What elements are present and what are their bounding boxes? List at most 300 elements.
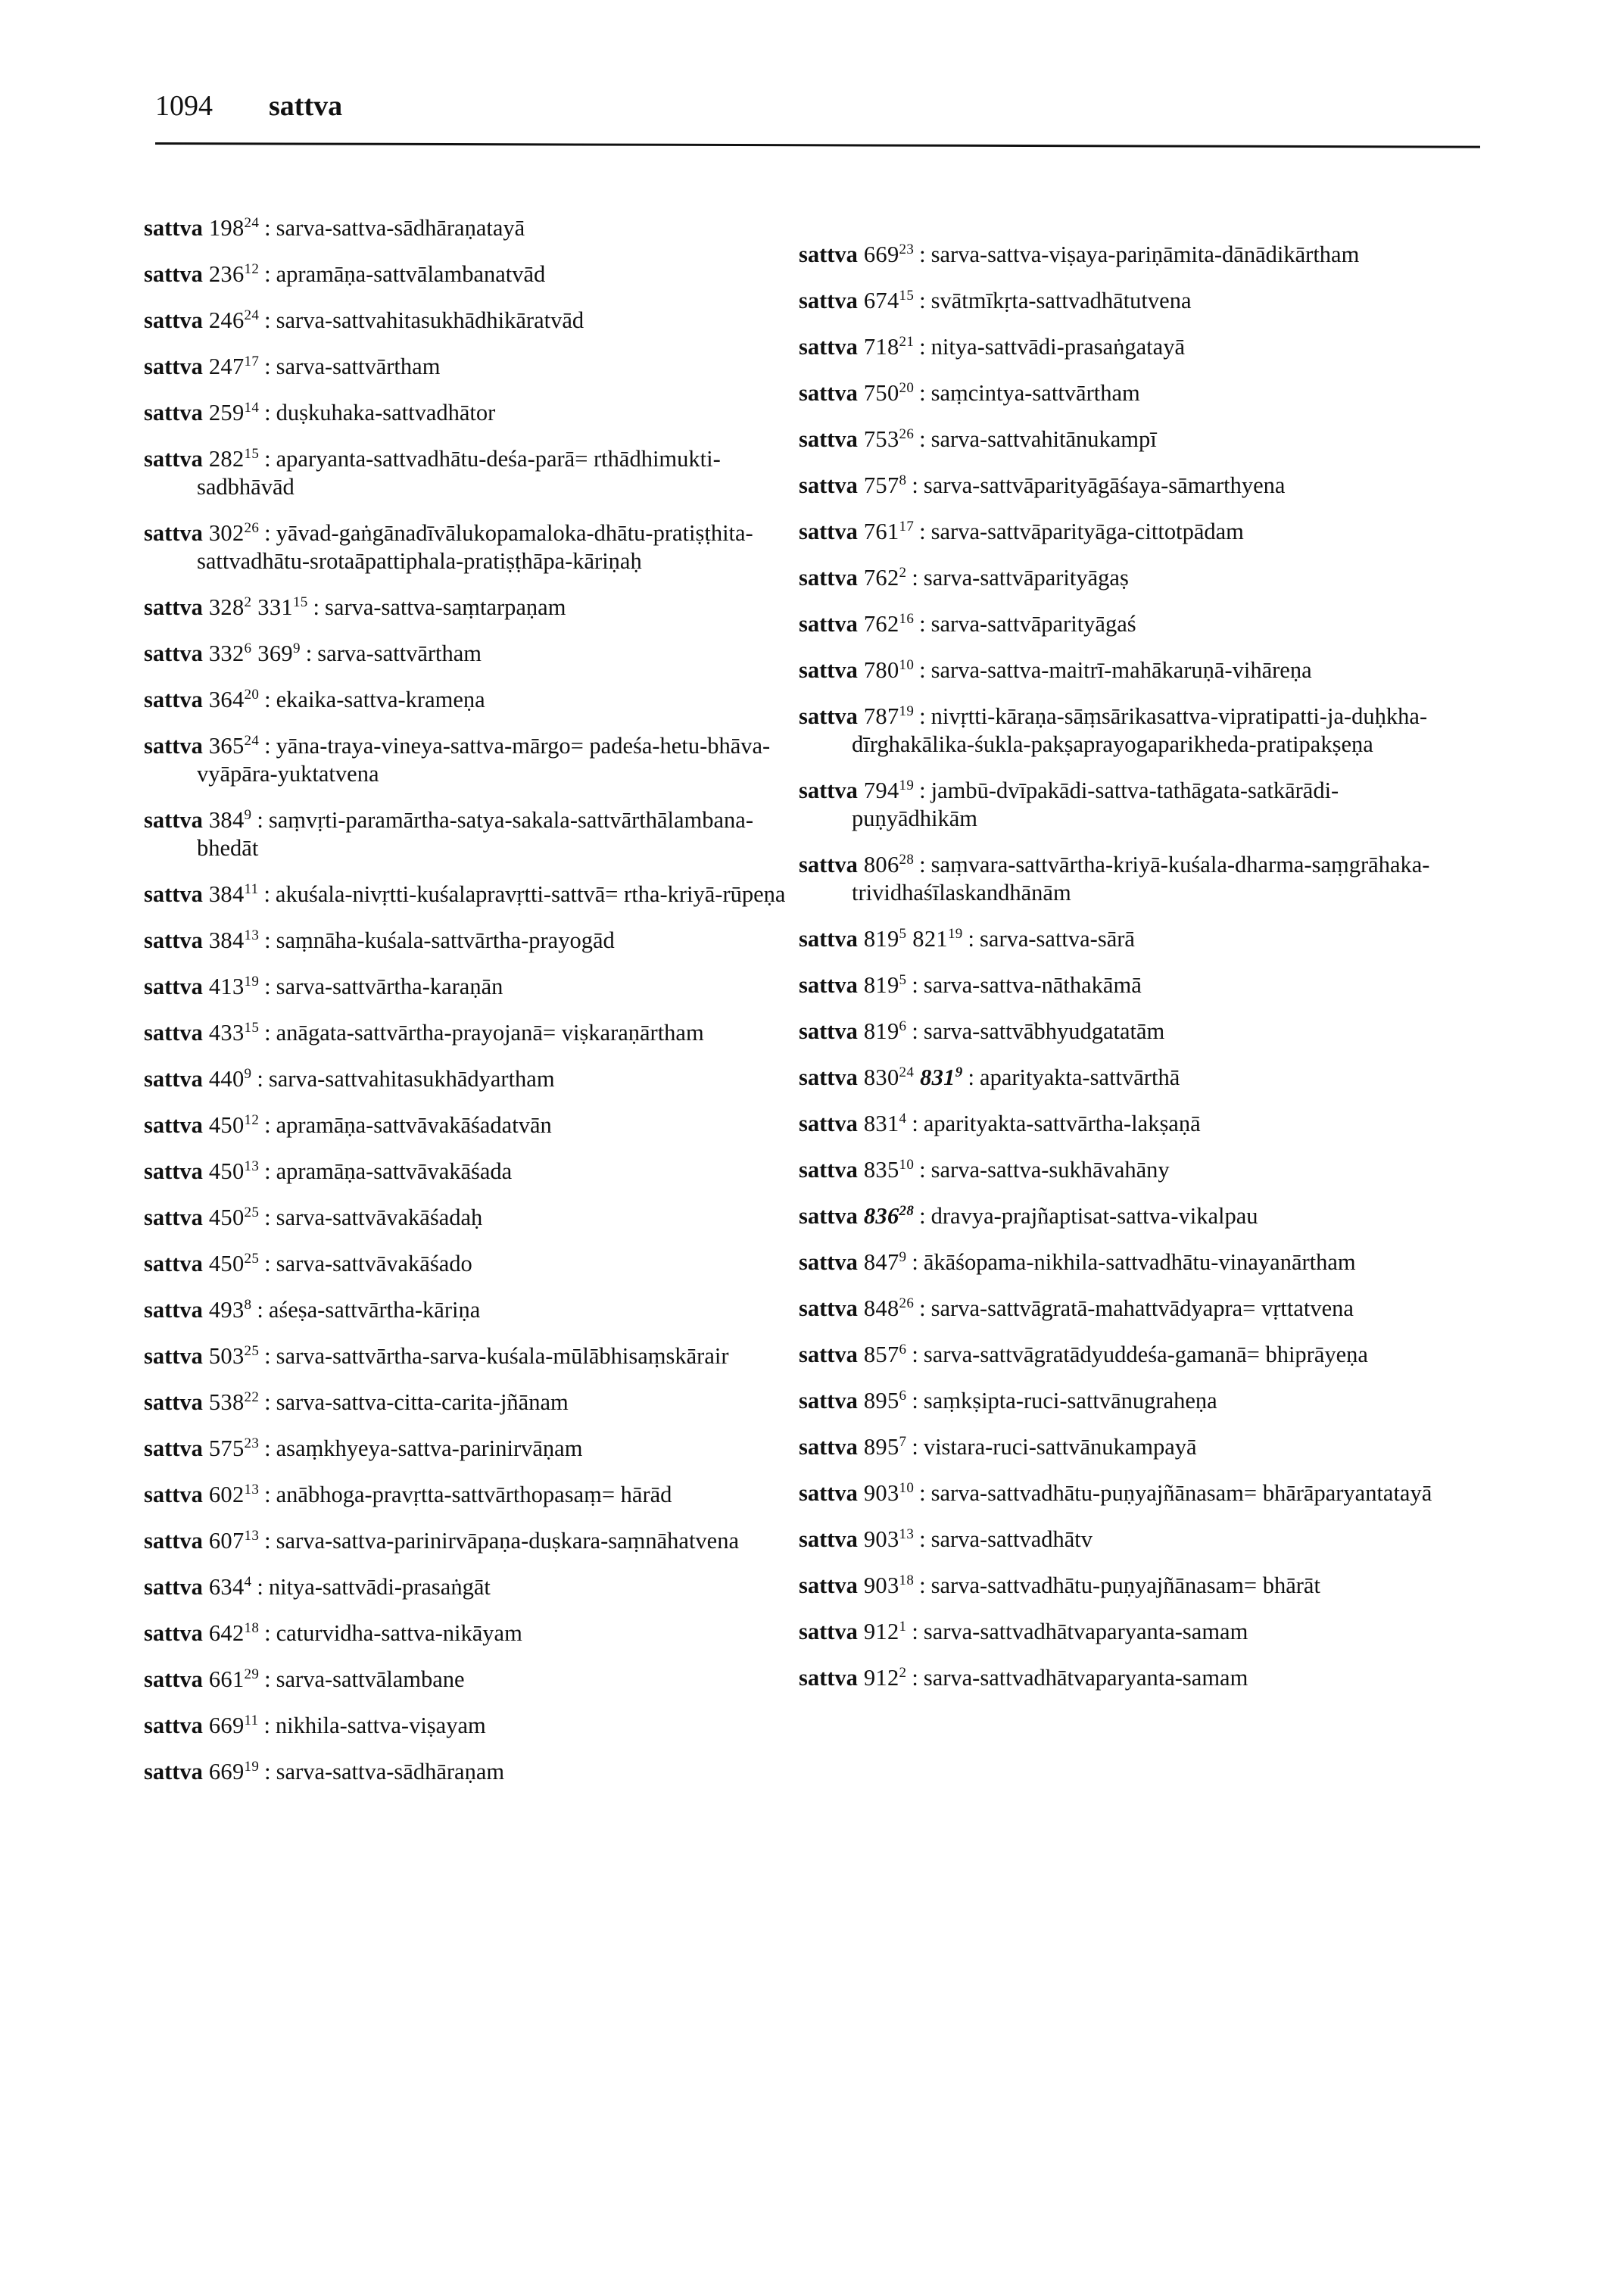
- colon-separator: :: [313, 594, 320, 620]
- index-entry: [144, 927, 803, 955]
- reference-line: 11: [244, 881, 259, 897]
- page-reference: [864, 519, 914, 544]
- entry-term: sattva: [799, 288, 858, 313]
- index-entry: [144, 1111, 803, 1139]
- entry-term: sattva: [799, 565, 858, 591]
- reference-page: 669: [208, 1759, 245, 1784]
- entry-term: sattva: [144, 1158, 203, 1184]
- reference-line: 9: [292, 641, 301, 656]
- index-entry: [144, 1481, 803, 1509]
- entry-references: [858, 1388, 906, 1413]
- colon-separator: :: [264, 1343, 271, 1369]
- entry-references: [203, 1759, 259, 1784]
- reference-line: 13: [899, 1526, 915, 1542]
- entry-references: [203, 354, 259, 379]
- page-reference: [864, 380, 914, 406]
- reference-page: 450: [208, 1205, 245, 1230]
- reference-line: 2: [244, 594, 252, 610]
- entry-text: nitya-sattvādi-prasaṅgatayā: [930, 334, 1185, 360]
- index-entry: [144, 519, 803, 575]
- entry-references: [858, 288, 914, 313]
- colon-separator: :: [919, 657, 926, 683]
- running-head: sattva: [269, 90, 343, 122]
- entry-text: sarva-sattva-nāthakāmā: [923, 972, 1142, 998]
- entry-references: [203, 1066, 251, 1092]
- entry-term: sattva: [144, 1297, 203, 1323]
- reference-line: 23: [899, 242, 915, 257]
- reference-page: 642: [208, 1620, 245, 1646]
- entry-references: [858, 334, 914, 360]
- index-entry: [799, 564, 1457, 592]
- entry-references: [858, 1342, 906, 1367]
- reference-line: 15: [244, 1020, 260, 1036]
- reference-line: 19: [244, 1759, 260, 1775]
- entry-text: sarva-sattvāparityāga-cittotpādam: [930, 519, 1244, 544]
- entry-term: sattva: [799, 1111, 858, 1136]
- reference-line: 4: [899, 1111, 907, 1127]
- page-reference: [209, 641, 251, 666]
- colon-separator: :: [919, 1295, 926, 1321]
- entry-term: sattva: [799, 1203, 858, 1229]
- colon-separator: :: [264, 974, 271, 999]
- entry-term: sattva: [144, 927, 203, 953]
- reference-line: 16: [899, 611, 915, 627]
- colon-separator: :: [919, 380, 926, 406]
- entry-text: saṃvara-sattvārtha-kriyā-kuśala-dharma-saṃgrāhaka-trividhaśīlaskandhānām: [852, 852, 1430, 905]
- colon-separator: :: [264, 1666, 271, 1692]
- reference-line: 13: [244, 927, 260, 943]
- reference-line: 5: [899, 972, 907, 988]
- entry-text: saṃnāha-kuśala-sattvārtha-prayogād: [276, 927, 615, 953]
- colon-separator: :: [919, 611, 926, 637]
- page-reference: [209, 307, 259, 333]
- entry-references: [858, 1572, 914, 1598]
- colon-separator: :: [263, 1713, 270, 1738]
- reference-page: 364: [208, 687, 245, 712]
- entry-references: [858, 611, 914, 637]
- page-reference: [864, 1064, 914, 1090]
- entry-references: [858, 242, 914, 267]
- reference-line: 15: [899, 288, 915, 304]
- entry-references: [203, 807, 251, 833]
- index-entry: [799, 1433, 1457, 1461]
- reference-page: 819: [863, 972, 899, 998]
- page-reference: [864, 1434, 906, 1460]
- reference-page: 450: [208, 1251, 245, 1276]
- page-reference: [864, 972, 906, 998]
- reference-page: 450: [208, 1158, 245, 1184]
- entry-references: [203, 261, 259, 287]
- index-entry: [799, 518, 1457, 546]
- page-reference: [864, 926, 906, 952]
- page-reference: [864, 657, 914, 683]
- entry-text: ekaika-sattva-krameṇa: [276, 687, 485, 712]
- entry-term: sattva: [144, 641, 203, 666]
- entry-term: sattva: [144, 1389, 203, 1415]
- page-reference: [864, 1157, 914, 1183]
- index-entry: [799, 777, 1457, 833]
- entry-references: [858, 380, 914, 406]
- index-entry: [799, 610, 1457, 638]
- page-reference: [209, 1251, 259, 1276]
- page-reference: [864, 472, 906, 498]
- page-reference: [257, 594, 307, 620]
- entry-term: sattva: [144, 307, 203, 333]
- colon-separator: :: [264, 520, 271, 546]
- page-reference: [209, 1574, 251, 1600]
- reference-line: 13: [244, 1158, 260, 1174]
- page-reference: [864, 611, 914, 637]
- index-entry: [144, 1666, 803, 1694]
- entry-text: svātmīkṛta-sattvadhātutvena: [930, 288, 1192, 313]
- colon-separator: :: [264, 1389, 271, 1415]
- reference-page: 819: [863, 926, 899, 952]
- index-entry: [799, 971, 1457, 999]
- colon-separator: :: [264, 400, 271, 425]
- index-entry: [144, 806, 803, 862]
- entry-references: [858, 852, 914, 877]
- entry-references: [203, 594, 308, 620]
- entry-text: sarva-sattvadhātvaparyanta-samam: [923, 1619, 1248, 1644]
- entry-term: sattva: [144, 1713, 203, 1738]
- index-entry: [144, 881, 803, 909]
- reference-page: 903: [863, 1572, 899, 1598]
- reference-line: 24: [244, 307, 260, 323]
- entry-text: caturvidha-sattva-nikāyam: [276, 1620, 522, 1646]
- entry-term: sattva: [799, 1295, 858, 1321]
- entry-term: sattva: [799, 380, 858, 406]
- entry-term: sattva: [144, 520, 203, 546]
- reference-line: 12: [244, 261, 260, 277]
- entry-references: [858, 565, 906, 591]
- index-entry: [144, 353, 803, 381]
- entry-text: sarva-sattvahitasukhādyartham: [268, 1066, 555, 1092]
- reference-line: 9: [244, 807, 252, 823]
- entry-text: apramāṇa-sattvālambanatvād: [276, 261, 546, 287]
- entry-term: sattva: [144, 1759, 203, 1784]
- reference-page: 384: [208, 927, 245, 953]
- page-reference: [209, 354, 259, 379]
- index-entry: [144, 1758, 803, 1786]
- colon-separator: :: [264, 687, 271, 712]
- index-entry: [799, 1572, 1457, 1600]
- page-reference: [209, 927, 259, 953]
- entry-term: sattva: [799, 1665, 858, 1691]
- reference-line: 17: [899, 519, 915, 535]
- index-entry: [799, 379, 1457, 407]
- colon-separator: :: [912, 472, 918, 498]
- colon-separator: :: [912, 972, 918, 998]
- entry-references: [858, 426, 914, 452]
- reference-page: 780: [863, 657, 899, 683]
- entry-references: [858, 1249, 906, 1275]
- reference-line: 6: [899, 1018, 907, 1034]
- reference-page: 819: [863, 1018, 899, 1044]
- reference-page: 857: [863, 1342, 899, 1367]
- reference-line: 19: [899, 778, 915, 793]
- reference-line: 14: [244, 400, 260, 416]
- reference-page: 259: [208, 400, 245, 425]
- reference-line: 19: [899, 703, 915, 719]
- entry-term: sattva: [799, 1388, 858, 1413]
- colon-separator: :: [912, 1665, 918, 1691]
- colon-separator: :: [264, 261, 271, 287]
- entry-text: sarva-sattvāvakāśadaḥ: [276, 1205, 483, 1230]
- page-reference: [864, 1619, 906, 1644]
- index-entry: [144, 640, 803, 668]
- entry-references: [203, 1158, 259, 1184]
- entry-term: sattva: [799, 519, 858, 544]
- reference-page: 836: [863, 1203, 899, 1229]
- entry-text: sarva-sattva-viṣaya-pariṇāmita-dānādikārtham: [930, 242, 1360, 267]
- reference-line: 4: [244, 1574, 252, 1590]
- page-reference: [912, 926, 962, 952]
- entry-text: anābhoga-pravṛtta-sattvārthopasaṃ= hārād: [276, 1482, 672, 1507]
- page-reference: [209, 1020, 259, 1046]
- index-entry: [144, 1204, 803, 1232]
- reference-page: 831: [863, 1111, 899, 1136]
- index-entry: [799, 287, 1457, 315]
- page-reference: [209, 1112, 259, 1138]
- colon-separator: :: [257, 1066, 263, 1092]
- colon-separator: :: [912, 1388, 918, 1413]
- entry-text: sarva-sattvālambane: [276, 1666, 465, 1692]
- colon-separator: :: [257, 1297, 263, 1323]
- entry-references: [858, 472, 906, 498]
- entry-references: [203, 1389, 259, 1415]
- entry-references: [203, 641, 301, 666]
- colon-separator: :: [264, 1482, 271, 1507]
- reference-line: 25: [244, 1205, 260, 1220]
- reference-line: 23: [244, 1435, 260, 1451]
- entry-references: [858, 972, 906, 998]
- entry-term: sattva: [144, 1343, 203, 1369]
- reference-line: 29: [244, 1666, 260, 1682]
- entry-text: sarva-sattvahitānukampī: [930, 426, 1157, 452]
- page-reference: [864, 1295, 914, 1321]
- index-entry: [144, 1389, 803, 1417]
- reference-page: 661: [208, 1666, 245, 1692]
- colon-separator: :: [257, 1574, 263, 1600]
- entry-text: aparityakta-sattvārthā: [980, 1064, 1180, 1090]
- entry-references: [203, 974, 259, 999]
- entry-text: asaṃkhyeya-sattva-parinirvāṇam: [276, 1435, 583, 1461]
- entry-text: sarva-sattvāvakāśado: [276, 1251, 472, 1276]
- entry-term: sattva: [144, 1435, 203, 1461]
- page-reference: [920, 1064, 962, 1090]
- entry-term: sattva: [799, 1157, 858, 1183]
- entry-term: sattva: [144, 1205, 203, 1230]
- reference-line: 6: [899, 1388, 907, 1404]
- entry-text: duṣkuhaka-sattvadhātor: [276, 400, 496, 425]
- page-reference: [209, 261, 259, 287]
- reference-page: 413: [208, 974, 245, 999]
- colon-separator: :: [919, 1480, 926, 1506]
- page-reference: [209, 400, 259, 425]
- entry-references: [858, 778, 914, 803]
- page-reference: [209, 1620, 259, 1646]
- reference-page: 753: [863, 426, 899, 452]
- entry-term: sattva: [144, 733, 203, 759]
- index-entry: [799, 241, 1457, 269]
- entry-references: [203, 1435, 259, 1461]
- reference-page: 575: [208, 1435, 245, 1461]
- reference-line: 9: [244, 1066, 252, 1082]
- colon-separator: :: [264, 1620, 271, 1646]
- entry-text: sarva-sattva-sādhāraṇam: [276, 1759, 505, 1784]
- entry-references: [858, 1619, 906, 1644]
- index-entry: [799, 333, 1457, 361]
- entry-term: sattva: [799, 1619, 858, 1644]
- entry-term: sattva: [799, 778, 858, 803]
- entry-term: sattva: [144, 1112, 203, 1138]
- reference-line: 2: [899, 1665, 907, 1681]
- entry-text: sarva-sattvāgratādyuddeśa-gamanā= bhiprāyeṇa: [923, 1342, 1368, 1367]
- header-rule: [155, 142, 1480, 148]
- entry-term: sattva: [144, 1020, 203, 1046]
- reference-page: 830: [863, 1064, 899, 1090]
- reference-page: 903: [863, 1526, 899, 1552]
- page-reference: [209, 1666, 259, 1692]
- entry-references: [858, 1064, 963, 1090]
- entry-text: apramāṇa-sattvāvakāśada: [276, 1158, 513, 1184]
- entry-text: sarva-sattvāparityāgaś: [930, 611, 1136, 637]
- page-reference: [864, 1111, 906, 1136]
- entry-text: akuśala-nivṛtti-kuśalapravṛtti-sattvā= rtha-kriyā-rūpeṇa: [275, 881, 786, 907]
- entry-references: [858, 519, 914, 544]
- entry-text: sarva-sattvāparityāgaṣ: [923, 565, 1129, 591]
- colon-separator: :: [919, 703, 926, 729]
- left-column: [144, 214, 803, 1804]
- colon-separator: :: [264, 1435, 271, 1461]
- colon-separator: :: [257, 807, 263, 833]
- reference-page: 493: [208, 1297, 245, 1323]
- colon-separator: :: [264, 1205, 271, 1230]
- entry-term: sattva: [144, 1620, 203, 1646]
- entry-term: sattva: [799, 1018, 858, 1044]
- reference-page: 198: [208, 215, 245, 241]
- reference-page: 369: [257, 641, 293, 666]
- reference-line: 15: [292, 594, 308, 610]
- entry-text: nikhila-sattva-viṣayam: [275, 1713, 486, 1738]
- colon-separator: :: [919, 852, 926, 877]
- reference-page: 302: [208, 520, 245, 546]
- page-reference: [864, 565, 906, 591]
- reference-page: 246: [208, 307, 245, 333]
- reference-line: 10: [899, 1157, 915, 1173]
- entry-term: sattva: [799, 926, 858, 952]
- page-reference: [209, 520, 259, 546]
- entry-term: sattva: [144, 215, 203, 241]
- page-reference: [864, 778, 914, 803]
- colon-separator: :: [264, 354, 271, 379]
- index-entry: [144, 1435, 803, 1463]
- entry-term: sattva: [799, 334, 858, 360]
- reference-page: 247: [208, 354, 245, 379]
- index-entry: [144, 686, 803, 714]
- entry-term: sattva: [144, 687, 203, 712]
- entry-text: dravya-prajñaptisat-sattva-vikalpau: [930, 1203, 1258, 1229]
- entry-term: sattva: [799, 852, 858, 877]
- reference-page: 450: [208, 1112, 245, 1138]
- entry-text: aparyanta-sattvadhātu-deśa-parā= rthādhimukti-sadbhāvād: [197, 446, 721, 500]
- reference-line: 24: [244, 733, 260, 749]
- page-reference: [209, 1205, 259, 1230]
- reference-line: 8: [244, 1297, 252, 1313]
- entry-text: sarva-sattva-sukhāvahāny: [930, 1157, 1170, 1183]
- entry-text: sarva-sattvāgratā-mahattvādyapra= vṛttatvena: [930, 1295, 1354, 1321]
- reference-line: 25: [244, 1343, 260, 1359]
- reference-page: 762: [863, 565, 899, 591]
- entry-term: sattva: [799, 657, 858, 683]
- entry-references: [203, 215, 259, 241]
- index-entry: [799, 1526, 1457, 1554]
- reference-line: 11: [244, 1713, 259, 1728]
- page-reference: [864, 1388, 906, 1413]
- index-entry: [144, 1619, 803, 1647]
- page-reference: [864, 1526, 914, 1552]
- page-reference: [864, 1572, 914, 1598]
- reference-page: 669: [208, 1713, 245, 1738]
- index-entry: [144, 1065, 803, 1093]
- entry-term: sattva: [144, 594, 203, 620]
- entry-references: [203, 1620, 259, 1646]
- reference-line: 15: [244, 446, 260, 462]
- colon-separator: :: [912, 1434, 918, 1460]
- colon-separator: :: [912, 1018, 918, 1044]
- entry-references: [858, 703, 914, 729]
- colon-separator: :: [264, 307, 271, 333]
- index-entry: [144, 1712, 803, 1740]
- entry-term: sattva: [144, 807, 203, 833]
- right-column: [799, 241, 1457, 1710]
- entry-references: [203, 307, 259, 333]
- colon-separator: :: [912, 1619, 918, 1644]
- entry-references: [858, 1665, 906, 1691]
- page-header: [155, 89, 1480, 142]
- entry-references: [858, 1203, 914, 1229]
- reference-page: 538: [208, 1389, 245, 1415]
- entry-term: sattva: [144, 354, 203, 379]
- entry-references: [203, 446, 259, 472]
- page-reference: [864, 426, 914, 452]
- entry-text: sarva-sattvārtha-karaṇān: [276, 974, 503, 999]
- reference-page: 433: [208, 1020, 245, 1046]
- entry-text: sarva-sattvārtham: [276, 354, 441, 379]
- colon-separator: :: [912, 565, 918, 591]
- reference-page: 762: [863, 611, 899, 637]
- page-reference: [209, 1297, 251, 1323]
- entry-text: sarva-sattva-maitrī-mahākaruṇā-vihāreṇa: [930, 657, 1312, 683]
- page-reference: [209, 881, 259, 907]
- reference-page: 831: [920, 1064, 955, 1090]
- entry-text: sarva-sattvābhyudgatatām: [923, 1018, 1165, 1044]
- entry-text: jambū-dvīpakādi-sattva-tathāgata-satkārādi-puṇyādhikām: [852, 778, 1339, 831]
- reference-page: 787: [863, 703, 899, 729]
- reference-page: 847: [863, 1249, 899, 1275]
- entry-text: sarva-sattvadhātu-puṇyajñānasam= bhārāparyantatayā: [930, 1480, 1432, 1506]
- entry-text: saṃkṣipta-ruci-sattvānugraheṇa: [923, 1388, 1217, 1413]
- reference-page: 895: [863, 1388, 899, 1413]
- reference-line: 24: [899, 1064, 915, 1080]
- reference-line: 12: [244, 1112, 260, 1128]
- reference-page: 328: [208, 594, 245, 620]
- index-entry: [144, 1250, 803, 1278]
- reference-page: 365: [208, 733, 245, 759]
- reference-line: 20: [244, 687, 260, 703]
- page-reference: [209, 594, 251, 620]
- reference-line: 8: [899, 472, 907, 488]
